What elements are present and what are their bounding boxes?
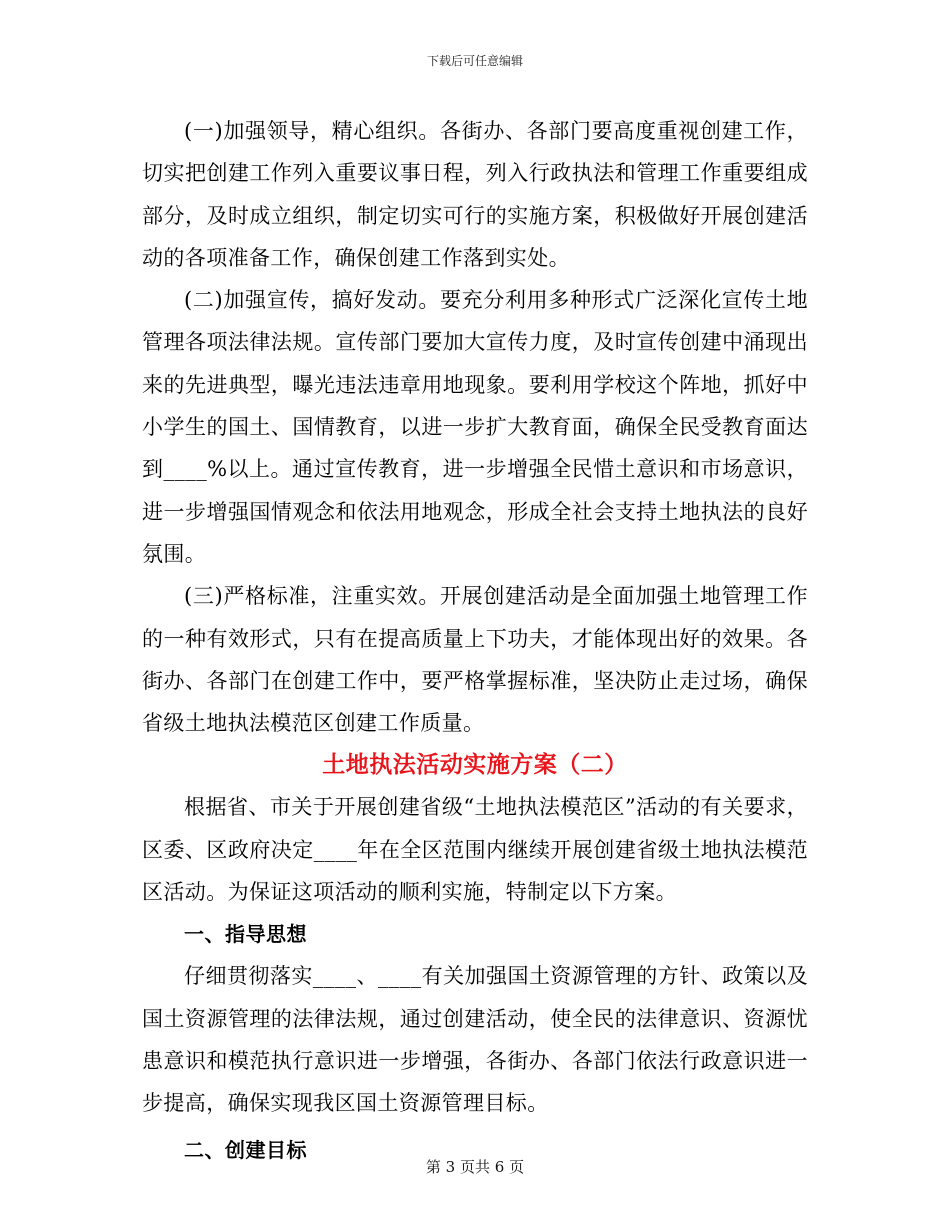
- paragraph-publicity: (二)加强宣传，搞好发动。要充分利用多种形式广泛深化宣传土地管理各项法律法规。宣传部门要加大宣传力度，及时宣传创建中涌现出来的先进典型，曝光违法违章用地现象。要利用学校这个阵地，抓好中小学生的国土、国情教育，以进一步扩大教育面，确保全民受教育面达到____%以上。通过宣传教育，进一步增强全民惜土意识和市场意识，进一步增强国情观念和依法用地观念，形成全社会支持土地执法的良好氛围。: [142, 288, 808, 566]
- paragraph-guiding-ideology: 仔细贯彻落实____、____有关加强国土资源管理的方针、政策以及国土资源管理的法律法规，通过创建活动，使全民的法律意识、资源忧患意识和模范执行意识进一步增强，各街办、各部门依法行政意识进一步提高，确保实现我区国土资源管理目标。: [142, 964, 808, 1116]
- paragraph-leadership: (一)加强领导，精心组织。各街办、各部门要高度重视创建工作，切实把创建工作列入重要议事日程，列入行政执法和管理工作重要组成部分，及时成立组织，制定切实可行的实施方案，积极做好开展创建活动的各项准备工作，确保创建工作落到实处。: [142, 119, 808, 270]
- heading-guiding-ideology: 一、指导思想: [184, 922, 307, 947]
- page-footer: 第 3 页共 6 页: [425, 1158, 525, 1176]
- heading-creation-goals: 二、创建目标: [184, 1137, 307, 1162]
- page-header: 下载后可任意编辑: [426, 54, 523, 68]
- paragraph-standards: (三)严格标准，注重实效。开展创建活动是全面加强土地管理工作的一种有效形式，只有在提高质量上下功夫，才能体现出好的效果。各街办、各部门在创建工作中，要严格掌握标准，坚决防止走过场，确保省级土地执法模范区创建工作质量。: [142, 584, 808, 736]
- section-title: 土地执法活动实施方案（二）: [322, 752, 628, 779]
- document-body: [142, 110, 808, 1171]
- paragraph-intro: 根据省、市关于开展创建省级“土地执法模范区”活动的有关要求，区委、区政府决定____年在全区范围内继续开展创建省级土地执法模范区活动。为保证这项活动的顺利实施，特制定以下方案。: [142, 795, 808, 905]
